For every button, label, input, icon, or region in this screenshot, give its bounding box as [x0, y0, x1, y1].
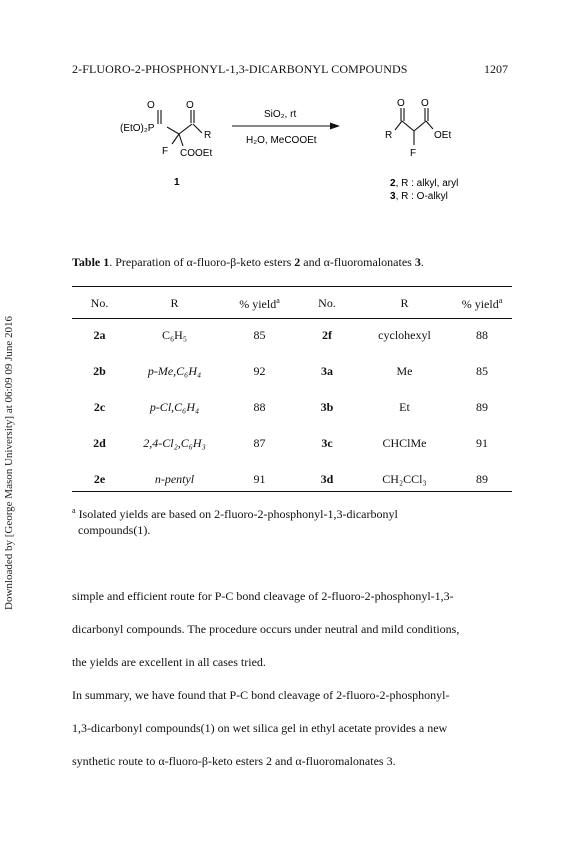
caption-end: .: [420, 255, 424, 269]
caption-compound-3: 3: [414, 255, 421, 269]
r-cell: Me: [396, 363, 413, 378]
prod-r: R: [385, 130, 393, 141]
table-caption: [72, 255, 424, 270]
r-cell: C₆H₅: [161, 327, 188, 342]
footnote-line2: compounds(1).: [78, 523, 151, 537]
header-no-1: No.: [90, 296, 109, 310]
header-yield-2: [452, 290, 512, 317]
header-yield-2-text: % yield: [461, 296, 499, 311]
yield-cell: 89: [476, 471, 488, 486]
r-cell: p-Me,C₆H₄: [147, 363, 202, 378]
r-cell: cyclohexyl: [378, 327, 431, 342]
footnote-line1: Isolated yields are based on 2-fluoro-2-phosphonyl-1,3-dicarbonyl: [75, 507, 398, 521]
start-o-left: O: [147, 100, 155, 111]
header-yield-1-sup: a: [276, 295, 280, 305]
reaction-scheme: [0, 0, 576, 230]
compound-cell: 3a: [321, 363, 333, 378]
yield-cell: 87: [253, 435, 266, 450]
product-label-2: 2, R : alkyl, aryl: [390, 178, 459, 189]
prod-oet: OEt: [434, 130, 452, 141]
header-yield-1: [222, 290, 297, 317]
footnote-marker: a: [72, 506, 76, 515]
table-top-rule: [72, 286, 512, 287]
table-caption-label: Table 1: [72, 255, 110, 269]
table-row: [72, 353, 512, 389]
yield-cell: 92: [253, 363, 266, 378]
compound-cell: 3c: [321, 435, 333, 450]
yield-cell: 85: [253, 327, 266, 342]
start-r: R: [204, 130, 212, 141]
table-footnote: [72, 503, 492, 538]
body-line-6: synthetic route to α-fluoro-β-keto esters 2 and α-fluoromalonates 3.: [72, 754, 396, 768]
yield-cell: 88: [253, 399, 266, 414]
table-row: [72, 461, 512, 497]
yield-cell: 91: [476, 435, 488, 450]
yield-cell: 85: [476, 363, 488, 378]
start-f: F: [162, 146, 169, 157]
compound-cell: 2d: [93, 435, 106, 450]
table-row: [72, 425, 512, 461]
body-line-5: 1,3-dicarbonyl compounds(1) on wet silica gel in ethyl acetate provides a new: [72, 721, 448, 735]
start-eto2p: (EtO)₂P: [120, 123, 155, 134]
r-cell: CH₂CCl₃: [382, 471, 427, 486]
r-cell: 2,4-Cl₂,C₆H₃: [143, 435, 206, 450]
table-row: [72, 389, 512, 425]
header-yield-2-sup: a: [498, 295, 503, 305]
arrowhead-icon: [330, 123, 340, 130]
yield-cell: 91: [253, 471, 266, 486]
table-row: [72, 317, 512, 353]
compound-cell: 3b: [320, 399, 334, 414]
compound-cell: 2a: [93, 327, 106, 342]
page-number: 1207: [484, 62, 508, 76]
header-r-1: R: [170, 296, 179, 310]
compound-cell: 2f: [322, 327, 332, 342]
start-cooet: COOEt: [180, 148, 213, 159]
table-header-row: [72, 290, 512, 317]
compound-cell: 2c: [93, 399, 106, 414]
r-cell: Et: [399, 399, 410, 414]
table-caption-text: . Preparation of α-fluoro-β-keto esters: [109, 255, 295, 269]
body-line-2: dicarbonyl compounds. The procedure occurs under neutral and mild conditions,: [72, 622, 460, 636]
header-yield-1-text: % yield: [239, 296, 277, 311]
start-material-bonds: [158, 110, 202, 146]
product-bonds: [395, 108, 433, 145]
body-line-4: In summary, we have found that P-C bond cleavage of 2-fluoro-2-phosphonyl-: [72, 688, 450, 702]
reagent-bottom: H₂O, MeCOOEt: [246, 135, 317, 146]
start-o-right: O: [186, 100, 194, 111]
yield-cell: 88: [476, 327, 488, 342]
compound-cell: 2e: [93, 471, 106, 486]
download-watermark: Downloaded by [George Mason University] at 06:09 09 June 2016: [3, 316, 15, 610]
yield-cell: 89: [476, 399, 488, 414]
prod-f: F: [410, 148, 417, 159]
compound-cell: 2b: [93, 363, 106, 378]
caption-mid: and α-fluoromalonates: [300, 255, 415, 269]
body-line-3: the yields are excellent in all cases tried.: [72, 655, 266, 669]
body-line-1: simple and efficient route for P-C bond cleavage of 2-fluoro-2-phosphonyl-1,3-: [72, 589, 454, 603]
product-label-3: 3, R : O-alkyl: [390, 191, 448, 202]
reagent-top: SiO₂, rt: [264, 109, 297, 120]
running-title: 2-FLUORO-2-PHOSPHONYL-1,3-DICARBONYL COMPOUNDS: [72, 62, 408, 76]
header-r-2: R: [400, 296, 409, 310]
prod-o-left: O: [397, 98, 405, 109]
r-cell: CHClMe: [382, 435, 427, 450]
header-no-2: No.: [318, 296, 336, 310]
yield-table: [72, 290, 512, 497]
prod-o-right: O: [421, 98, 429, 109]
start-label: 1: [174, 177, 180, 188]
r-cell: n-pentyl: [154, 471, 195, 486]
compound-cell: 3d: [320, 471, 334, 486]
r-cell: p-Cl,C₆H₄: [149, 399, 200, 414]
caption-compound-2: 2: [294, 255, 301, 269]
